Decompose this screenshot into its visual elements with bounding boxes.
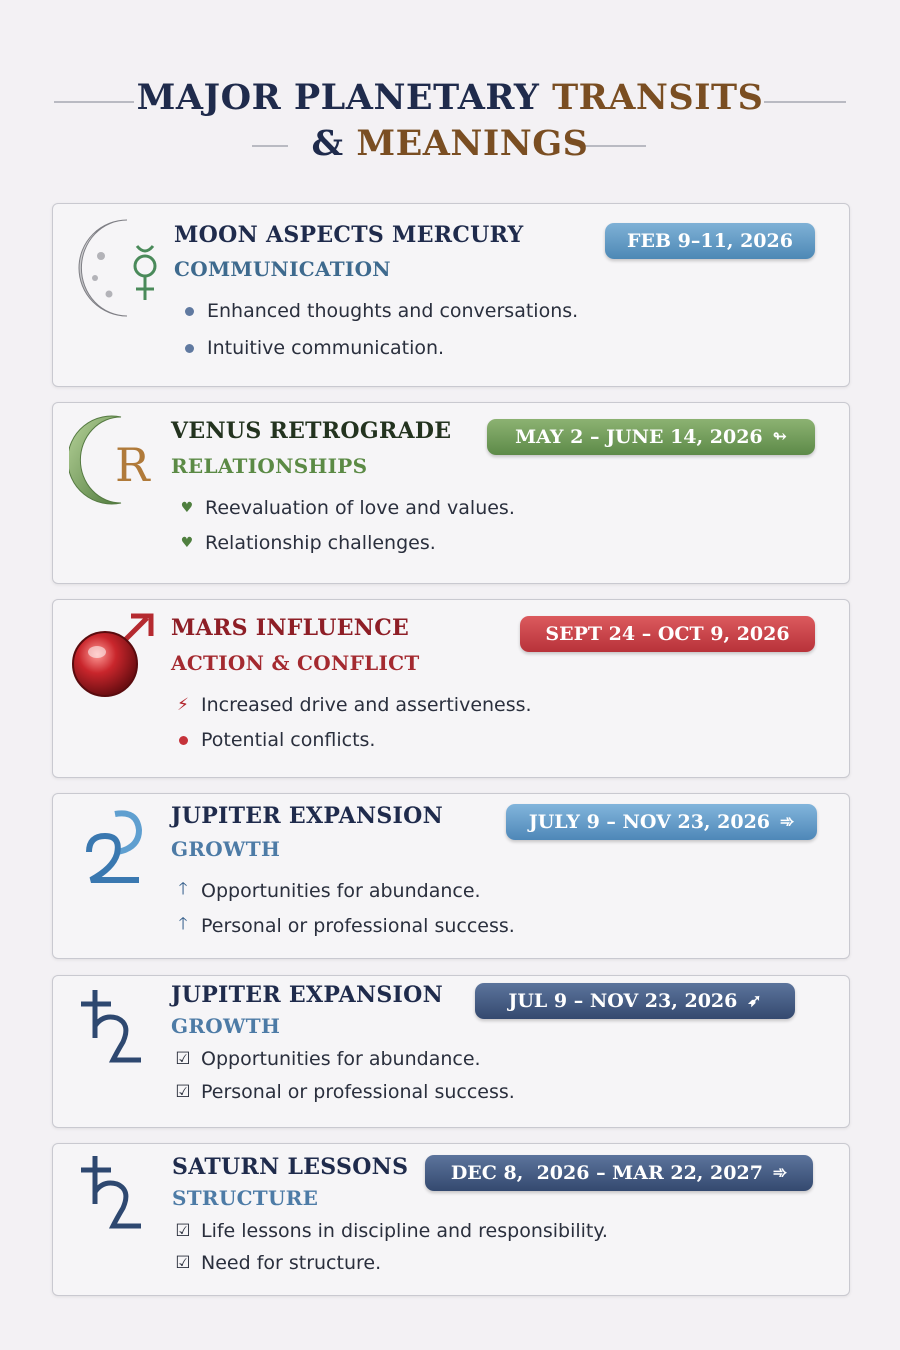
moon-mercury-icon — [75, 216, 167, 320]
transit-card-jupiter-2 — [52, 975, 850, 1128]
title-main-1: MAJOR PLANETARY — [136, 77, 540, 118]
page-title-line-1 — [0, 77, 900, 118]
bullet-text: Personal or professional success. — [201, 1081, 515, 1103]
checkbox-icon: ☑ — [175, 1221, 191, 1241]
up-arrow-icon: 🡑 — [178, 914, 188, 934]
checkbox-icon: ☑ — [175, 1253, 191, 1273]
bullet-dot-icon — [179, 307, 199, 316]
date-badge-text: FEB 9–11, 2026 — [627, 230, 793, 252]
card-heading: MOON ASPECTS MERCURY — [174, 222, 524, 248]
saturn-icon — [77, 986, 147, 1066]
bullet-text: Potential conflicts. — [201, 729, 376, 751]
date-badge — [506, 804, 817, 840]
bullet-text: Personal or professional success. — [201, 914, 515, 937]
transit-card-jupiter — [52, 793, 850, 959]
card-heading: JUPITER EXPANSION — [171, 982, 444, 1008]
title-main-2: & — [311, 123, 344, 164]
date-badge-text: JULY 9 – NOV 23, 2026 — [528, 811, 771, 833]
bullet-dot-icon — [179, 344, 199, 353]
arrow-icon: ➾ — [772, 1163, 788, 1183]
bullet-text: Opportunities for abundance. — [201, 1048, 481, 1070]
page-title-line-2 — [0, 123, 900, 164]
transit-card-mars — [52, 599, 850, 778]
card-heading: MARS INFLUENCE — [171, 615, 410, 641]
card-subheading: COMMUNICATION — [174, 257, 391, 281]
bullet-text: Need for structure. — [201, 1252, 382, 1274]
venus-retrograde-icon — [69, 415, 169, 505]
jupiter-icon — [81, 808, 151, 888]
bullet-text: Opportunities for abundance. — [201, 879, 481, 902]
date-badge — [605, 223, 815, 259]
title-accent-2: MEANINGS — [356, 123, 589, 164]
list-item — [179, 300, 578, 322]
bullet-dot-icon — [173, 736, 193, 745]
transit-card-venus-retrograde — [52, 402, 850, 584]
lightning-icon: ⚡ — [177, 695, 189, 715]
list-item — [173, 911, 515, 940]
list-item — [179, 337, 444, 359]
card-subheading: GROWTH — [171, 837, 281, 861]
list-item — [173, 1048, 481, 1070]
heart-icon: ♥ — [180, 535, 194, 551]
list-item — [173, 1081, 515, 1103]
card-subheading: STRUCTURE — [172, 1186, 319, 1210]
date-badge — [475, 983, 795, 1019]
card-heading: SATURN LESSONS — [172, 1154, 409, 1180]
transit-card-saturn — [52, 1143, 850, 1296]
card-subheading: RELATIONSHIPS — [171, 454, 368, 478]
retrograde-arrow-icon: ↬ — [772, 427, 787, 447]
up-arrow-icon: 🡑 — [178, 879, 188, 899]
date-badge — [425, 1155, 813, 1191]
list-item — [173, 1220, 608, 1242]
title-accent-1: TRANSITS — [552, 77, 764, 118]
checkbox-icon: ☑ — [175, 1082, 191, 1102]
list-item — [173, 1252, 381, 1274]
date-badge-text: DEC 8, 2026 – MAR 22, 2027 — [450, 1162, 763, 1184]
list-item — [177, 532, 436, 554]
mars-icon — [71, 612, 155, 698]
date-badge — [487, 419, 815, 455]
list-item — [173, 876, 481, 905]
heart-icon: ♥ — [180, 500, 194, 516]
bullet-text: Intuitive communication. — [207, 337, 445, 359]
bullet-text: Relationship challenges. — [205, 532, 436, 554]
card-subheading: GROWTH — [171, 1014, 281, 1038]
bullet-text: Life lessons in discipline and responsibility. — [201, 1220, 608, 1242]
list-item — [173, 729, 375, 751]
saturn-icon — [77, 1152, 147, 1232]
bullet-text: Reevaluation of love and values. — [205, 497, 515, 519]
arrow-icon: ➶ — [747, 991, 762, 1011]
date-badge-text: MAY 2 – JUNE 14, 2026 — [515, 426, 763, 448]
list-item — [177, 497, 515, 519]
bullet-text: Enhanced thoughts and conversations. — [207, 300, 579, 322]
date-badge-text: SEPT 24 – OCT 9, 2026 — [545, 623, 790, 645]
card-heading: JUPITER EXPANSION — [171, 803, 444, 829]
svg-text:R: R — [115, 438, 150, 492]
transit-card-moon-mercury — [52, 203, 850, 387]
checkbox-icon: ☑ — [175, 1049, 191, 1069]
arrow-icon: ➾ — [780, 812, 795, 832]
card-heading: VENUS RETROGRADE — [171, 418, 452, 444]
date-badge-text: JUL 9 – NOV 23, 2026 — [508, 990, 738, 1012]
card-subheading: ACTION & CONFLICT — [171, 651, 420, 675]
list-item — [173, 694, 532, 716]
date-badge — [520, 616, 815, 652]
bullet-text: Increased drive and assertiveness. — [201, 694, 532, 716]
